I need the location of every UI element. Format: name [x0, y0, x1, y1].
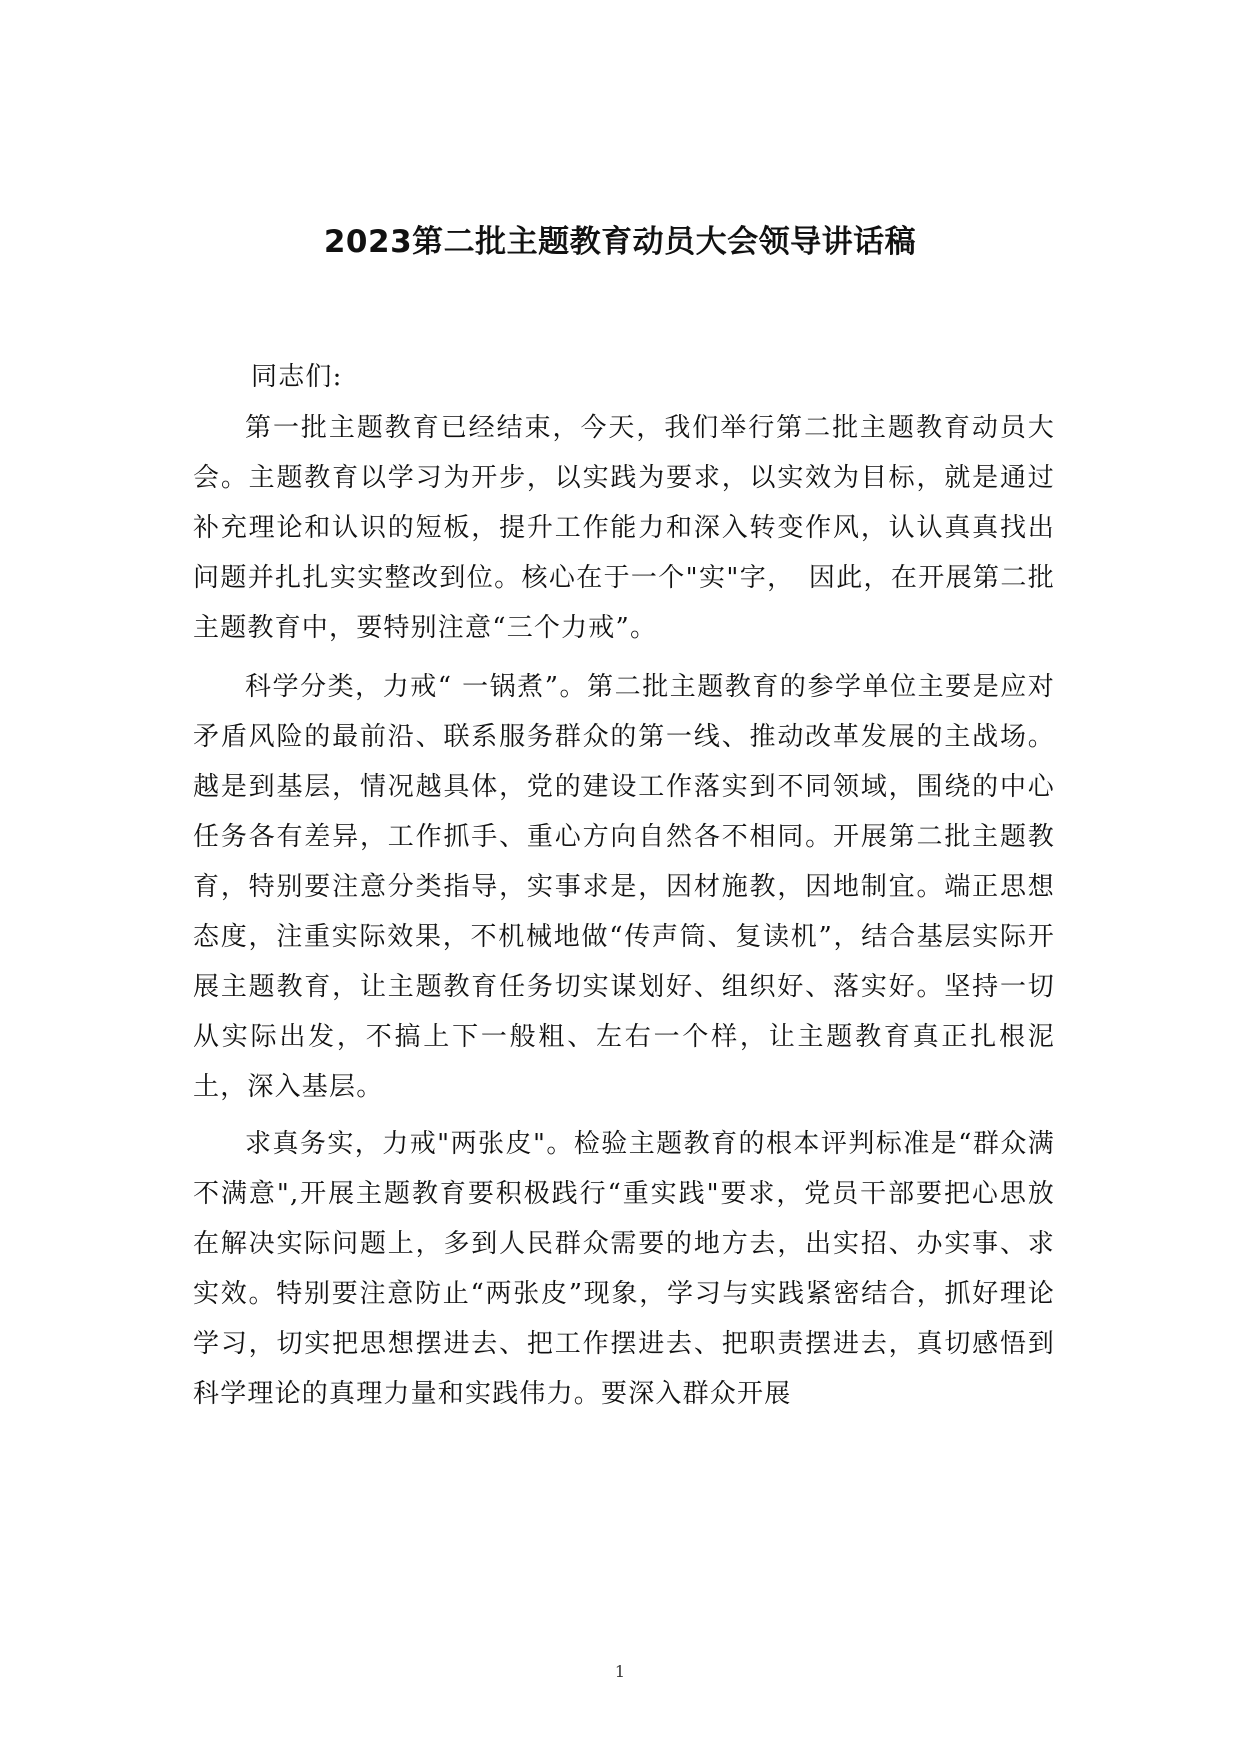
document-title: 2023第二批主题教育动员大会领导讲话稿	[323, 224, 917, 260]
paragraph-2-block	[193, 662, 1055, 1112]
page-number: 1	[614, 1662, 626, 1681]
paragraph-3: 求真务实，力戒"两张皮"。检验主题教育的根本评判标准是“群众满不满意",开展主题教育要积极践行“重实践"要求，党员干部要把心思放在解决实际问题上，多到人民群众需要的地方去，出实招、办实事、求实效。特别要注意防止“两张皮”现象，学习与实践紧密结合，抓好理论学习，切实把思想摆进去、把工作摆进去、把职责摆进去，真切感悟到科学理论的真理力量和实践伟力。要深入群众开展	[193, 1129, 1055, 1409]
greeting: 同志们:	[251, 362, 343, 392]
paragraph-3-block	[193, 1119, 1055, 1419]
paragraph-1: 第一批主题教育已经结束，今天，我们举行第二批主题教育动员大会。主题教育以学习为开步，以实践为要求，以实效为目标，就是通过补充理论和认识的短板，提升工作能力和深入转变作风，认认真真找出问题并扎扎实实整改到位。核心在于一个"实"字， 因此，在开展第二批主题教育中，要特别注意“三个力戒”。	[193, 413, 1055, 643]
paragraph-1-block	[193, 403, 1055, 653]
paragraph-2: 科学分类，力戒“ 一锅煮”。第二批主题教育的参学单位主要是应对矛盾风险的最前沿、联系服务群众的第一线、推动改革发展的主战场。越是到基层，情况越具体，党的建设工作落实到不同领域，围绕的中心任务各有差异，工作抓手、重心方向自然各不相同。开展第二批主题教育，特别要注意分类指导，实事求是，因材施教，因地制宜。端正思想态度，注重实际效果，不机械地做“传声筒、复读机”，结合基层实际开展主题教育，让主题教育任务切实谋划好、组织好、落实好。坚持一切从实际出发，不搞上下一般粗、左右一个样，让主题教育真正扎根泥土，深入基层。	[193, 672, 1055, 1102]
